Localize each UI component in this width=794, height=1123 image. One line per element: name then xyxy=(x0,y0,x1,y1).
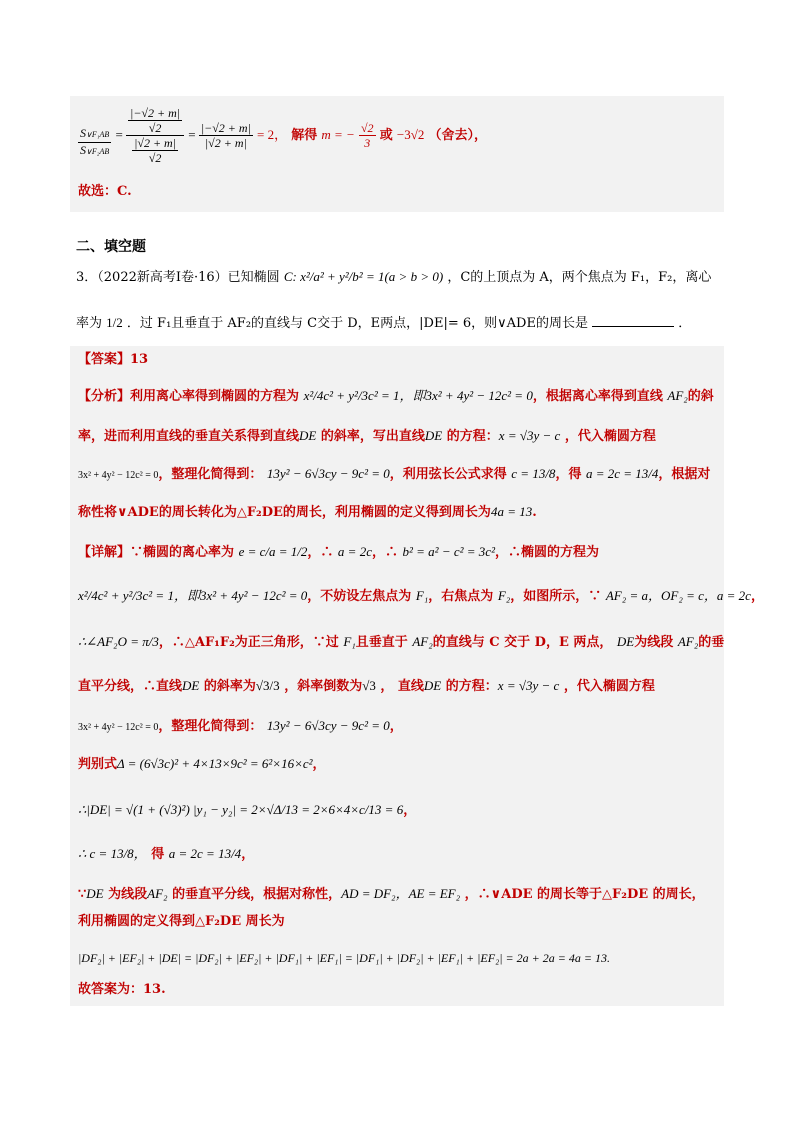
detail-line-9: ∵DE 为线段AF₂ 的垂直平分线，根据对称性，AD = DF₂，AE = EF₂ ，∴∨ADE 的周长等于△F₂DE 的周长， xyxy=(78,886,705,902)
prev-solution-block xyxy=(70,96,724,212)
detail-line-4: 直平分线，∴直线DE 的斜率为√3/3 ，斜率倒数为√3 ， 直线DE 的方程：x = √3y − c ，代入椭圆方程 xyxy=(78,678,655,694)
detail-line-8: ∴ c = 13/8， 得 a = 2c = 13/4， xyxy=(78,846,255,862)
area-ratio-right: $\frac{|-√2 + m|}{|√2 + m|}$ xyxy=(200,121,251,150)
analysis-line-3: 3x² + 4y² − 12c² = 0，整理化简得到： 13y² − 6√3cy − 9c² = 0，利用弦长公式求得 c = 13/8，得 a = 2c = 13/4，根据对 xyxy=(78,466,711,482)
detail-line-11: |DF₂| + |EF₂| + |DE| = |DF₂| + |EF₂| + |DF₁| + |EF₁| = |DF₁| + |DF₂| + |EF₁| + |EF₂| = 2a + 2a = 4a = 13. xyxy=(78,951,610,965)
detail-line-10: 利用椭圆的定义得到△F₂DE 周长为 xyxy=(78,914,285,929)
detail-line-3: ∴∠AF₂O = π/3，∴△AF₁F₂为正三角形，∵过 F₁且垂直于 AF₂的直线与 C 交于 D，E 两点， DE为线段 AF₂的垂 xyxy=(78,634,725,650)
detail-line-2: x²/4c² + y²/3c² = 1，即3x² + 4y² − 12c² = 0，不妨设左焦点为 F₁，右焦点为 F₂，如图所示，∵ AF₂ = a，OF₂ = c，a = 2c， xyxy=(78,588,764,604)
prev-choice-line: 故选：C. xyxy=(78,184,132,199)
detail-line-5: 3x² + 4y² − 12c² = 0，整理化简得到： 13y² − 6√3cy − 9c² = 0， xyxy=(78,718,403,734)
question-line-2: 率为 1/2 ．过 F₁且垂直于 AF₂的直线与 C交于 D，E两点，|DE|= 6，则∨ADE的周长是 ． xyxy=(76,315,692,331)
solution-block xyxy=(70,346,764,1006)
area-ratio-lhs: $\frac{\text{S∨F₁AB}}{\text{S∨F₂AB}}$ xyxy=(80,126,110,157)
area-ratio-middle: $\frac{\frac{|-√2 + m|}{√2}}{\frac{|√2 + m|}{√2}}$ xyxy=(126,106,184,165)
detail-line-6: 判别式Δ = (6√3c)² + 4×13×9c² = 6²×16×c²， xyxy=(78,756,326,772)
answer-blank xyxy=(592,326,674,327)
m-value-fraction: $\frac{√2}{3}$ xyxy=(360,121,374,150)
area-ratio-line: $\frac{\text{S∨F₁AB}}{\text{S∨F₂AB}}$ = $\frac{\frac{|-√2 + m|}{√2}}{\frac{|√2 + m|}{√2}}$ = $\frac{|-√2 + m|}{|√2 + m|}$ = 2， 解得 m = − $\frac{√2}{3}$ 或 −3√2 （舍去）， xyxy=(80,106,487,165)
detail-line-1: 【详解】∵椭圆的离心率为 e = c/a = 1/2，∴ a = 2c，∴ b² = a² − c² = 3c²，∴椭圆的方程为 xyxy=(78,544,599,560)
analysis-line-1: 【分析】利用离心率得到椭圆的方程为 x²/4c² + y²/3c² = 1，即3x² + 4y² − 12c² = 0，根据离心率得到直线 AF₂的斜 xyxy=(78,388,714,404)
answer-label: 【答案】13 xyxy=(78,352,149,367)
analysis-line-2: 率，进而利用直线的垂直关系得到直线DE 的斜率，写出直线DE 的方程：x = √3y − c ，代入椭圆方程 xyxy=(78,428,656,444)
question-line-1: 3．（2022新高考Ⅰ卷·16）已知椭圆 C: x²/a² + y²/b² = 1(a > b > 0) ，C的上顶点为 A，两个焦点为 F₁，F₂，离心 xyxy=(76,269,712,285)
analysis-line-4: 称性将∨ADE的周长转化为△F₂DE的周长，利用椭圆的定义得到周长为4a = 13. xyxy=(78,504,537,520)
final-answer-line: 故答案为：13. xyxy=(78,982,166,997)
section-heading: 二、填空题 xyxy=(76,239,146,255)
detail-line-7: ∴|DE| = √(1 + (√3)²) |y₁ − y₂| = 2×√Δ/13 = 2×6×4×c/13 = 6， xyxy=(78,802,417,818)
